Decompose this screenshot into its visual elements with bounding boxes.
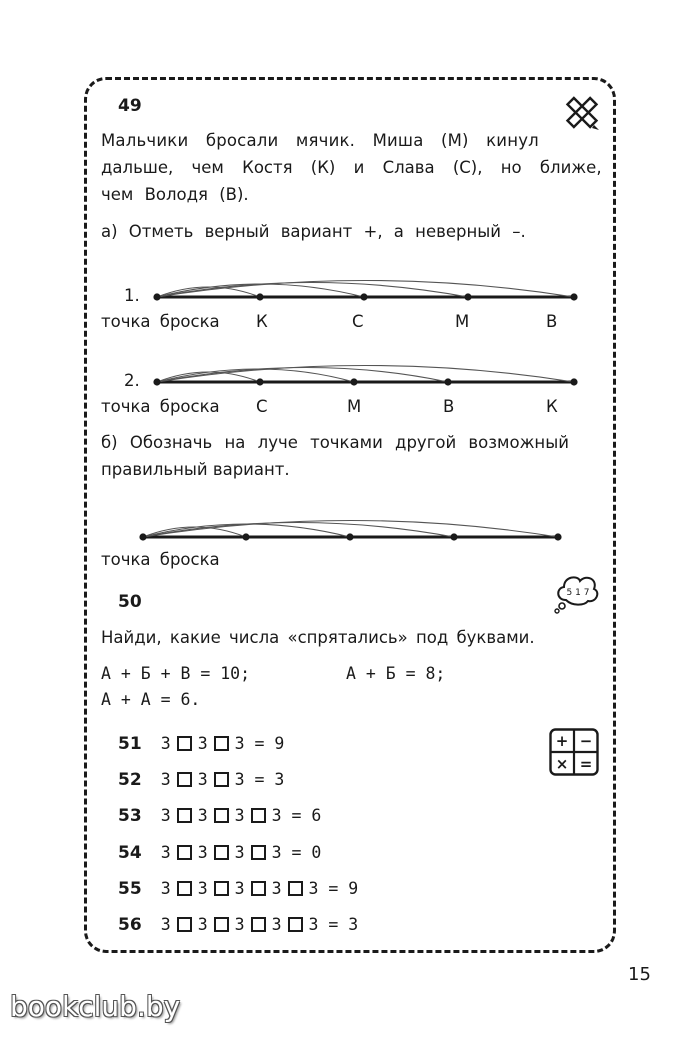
variant-1-start-label: точка броска bbox=[101, 312, 220, 331]
task-50-equation-3: А + А = 6. bbox=[101, 690, 201, 709]
task-49-part-b-line1: б) Обозначь на луче точками другой возможный bbox=[101, 433, 569, 452]
answer-box[interactable] bbox=[177, 772, 192, 787]
task-49-part-b-line2: правильный вариант. bbox=[101, 460, 290, 479]
variant-1-ray bbox=[150, 268, 580, 304]
variant-1-point-2: С bbox=[352, 312, 364, 331]
variant-2-ray bbox=[150, 353, 580, 389]
variant-1-point-3: М bbox=[455, 312, 470, 331]
answer-box[interactable] bbox=[177, 881, 192, 896]
exercise-number: 53 bbox=[118, 806, 142, 826]
task-49-number: 49 bbox=[118, 96, 142, 116]
variant-1-point-1: К bbox=[256, 312, 268, 331]
exercise-52: 52 3 3 3 = 3 bbox=[118, 770, 285, 790]
task-50-text: Найди, какие числа «спрятались» под буквами. bbox=[101, 628, 535, 647]
answer-box[interactable] bbox=[251, 845, 266, 860]
exercise-number: 52 bbox=[118, 770, 142, 790]
answer-box[interactable] bbox=[288, 917, 303, 932]
variant-1-point-4: В bbox=[546, 312, 558, 331]
svg-text:−: − bbox=[579, 732, 593, 750]
task-49-text-line3: чем Володя (В). bbox=[101, 185, 249, 204]
task-49-text-line2: дальше, чем Костя (К) и Слава (С), но ближе, bbox=[101, 158, 602, 177]
answer-box[interactable] bbox=[251, 808, 266, 823]
thinking-cloud-icon bbox=[552, 570, 602, 614]
cloud-digits: 5 1 7 bbox=[566, 588, 590, 598]
task-49-text-line1: Мальчики бросали мячик. Миша (М) кинул bbox=[101, 131, 539, 150]
svg-text:=: = bbox=[579, 755, 593, 773]
exercise-51: 51 3 3 3 = 9 bbox=[118, 734, 285, 754]
answer-box[interactable] bbox=[177, 736, 192, 751]
svg-text:×: × bbox=[555, 755, 569, 773]
variant-2-point-2: М bbox=[347, 397, 362, 416]
variant-2-start-label: точка броска bbox=[101, 397, 220, 416]
variant-2-point-3: В bbox=[443, 397, 455, 416]
exercise-56: 56 3 3 3 3 3 = 3 bbox=[118, 915, 359, 935]
svg-text:+: + bbox=[555, 732, 569, 750]
exercise-number: 51 bbox=[118, 734, 142, 754]
variant-2-point-4: К bbox=[546, 397, 558, 416]
task-50-equation-2: А + Б = 8; bbox=[346, 664, 446, 683]
task-49-part-a: а) Отметь верный вариант +, а неверный –. bbox=[101, 222, 526, 241]
answer-box[interactable] bbox=[214, 881, 229, 896]
answer-box[interactable] bbox=[251, 881, 266, 896]
task-50-equation-1: А + Б + В = 10; bbox=[101, 664, 251, 683]
variant-2-label: 2. bbox=[124, 371, 140, 390]
calculator-icon bbox=[549, 728, 599, 776]
variant-1-label: 1. bbox=[124, 286, 140, 305]
exercise-number: 56 bbox=[118, 915, 142, 935]
exercise-55: 55 3 3 3 3 3 = 9 bbox=[118, 879, 359, 899]
answer-box[interactable] bbox=[214, 808, 229, 823]
answer-box[interactable] bbox=[177, 808, 192, 823]
watermark: bookclub.by bbox=[10, 990, 181, 1023]
exercise-53: 53 3 3 3 3 = 6 bbox=[118, 806, 322, 826]
exercise-54: 54 3 3 3 3 = 0 bbox=[118, 843, 322, 863]
task-50-number: 50 bbox=[118, 592, 142, 612]
answer-box[interactable] bbox=[177, 845, 192, 860]
answer-box[interactable] bbox=[214, 845, 229, 860]
variant-3-ray bbox=[136, 508, 566, 544]
exercise-number: 54 bbox=[118, 843, 142, 863]
variant-3-start-label: точка броска bbox=[101, 550, 220, 569]
pencil-ruler-icon bbox=[563, 94, 601, 132]
answer-box[interactable] bbox=[214, 917, 229, 932]
answer-box[interactable] bbox=[214, 772, 229, 787]
exercise-number: 55 bbox=[118, 879, 142, 899]
answer-box[interactable] bbox=[288, 881, 303, 896]
answer-box[interactable] bbox=[214, 736, 229, 751]
variant-2-point-1: С bbox=[256, 397, 268, 416]
answer-box[interactable] bbox=[177, 917, 192, 932]
page-number: 15 bbox=[628, 964, 651, 985]
answer-box[interactable] bbox=[251, 917, 266, 932]
